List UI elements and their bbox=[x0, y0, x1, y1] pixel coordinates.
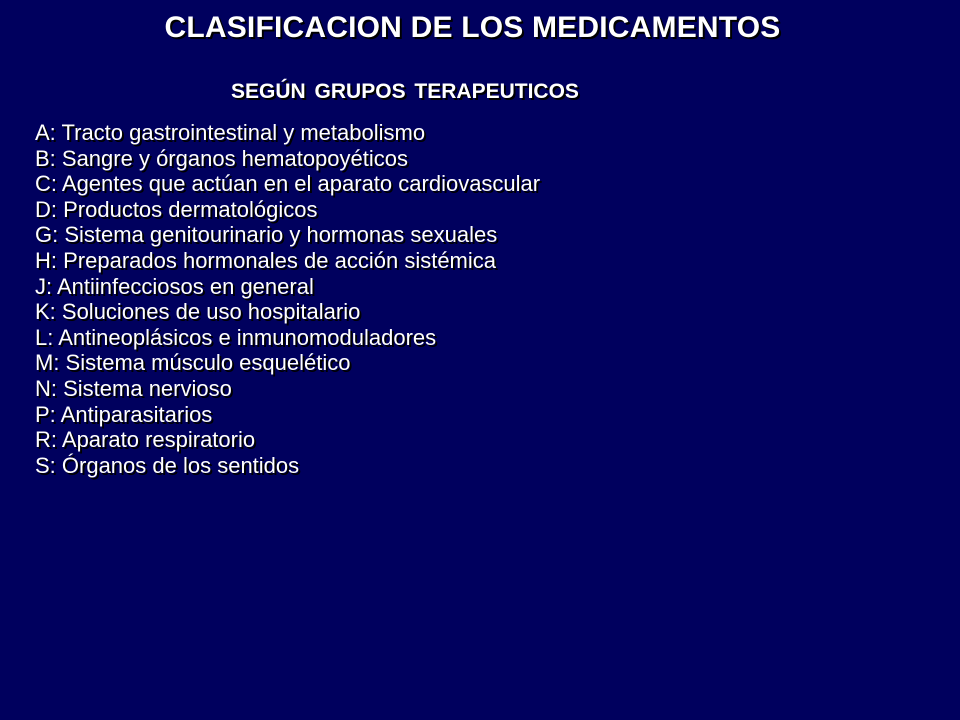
list-item: H: Preparados hormonales de acción sistémica bbox=[35, 247, 497, 273]
list-item: J: Antiinfecciosos en general bbox=[35, 273, 314, 299]
list-item: P: Antiparasitarios bbox=[35, 401, 213, 427]
slide-title: CLASIFICACION DE LOS MEDICAMENTOS bbox=[164, 11, 781, 44]
list-item: D: Productos dermatológicos bbox=[35, 196, 318, 222]
list-item: B: Sangre y órganos hematopoyéticos bbox=[35, 145, 409, 171]
list-item: S: Órganos de los sentidos bbox=[35, 452, 300, 478]
list-item: N: Sistema nervioso bbox=[35, 375, 232, 401]
slide-subtitle: SEGÚN GRUPOS TERAPEUTICOS bbox=[231, 80, 579, 103]
list-item: R: Aparato respiratorio bbox=[35, 427, 256, 453]
list-item: C: Agentes que actúan en el aparato cardiovascular bbox=[35, 171, 541, 197]
therapeutic-groups-list bbox=[35, 120, 540, 478]
list-item: M: Sistema músculo esquelético bbox=[35, 350, 351, 376]
list-item: A: Tracto gastrointestinal y metabolismo bbox=[35, 120, 426, 145]
list-item: K: Soluciones de uso hospitalario bbox=[35, 299, 361, 325]
list-item: G: Sistema genitourinario y hormonas sexuales bbox=[35, 222, 498, 248]
list-item: L: Antineoplásicos e inmunomoduladores bbox=[35, 324, 437, 350]
